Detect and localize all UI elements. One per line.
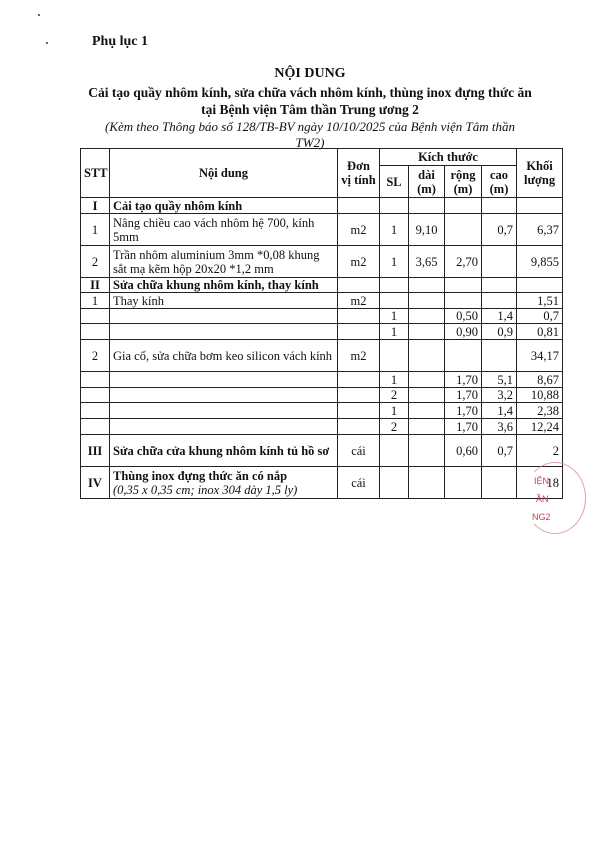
- row-height: 3,6: [482, 419, 517, 435]
- red-seal-stamp: [520, 462, 598, 540]
- row-content: Thay kính: [110, 293, 338, 309]
- row-height: 0,9: [482, 324, 517, 340]
- header-size: Kích thước: [380, 149, 517, 166]
- row-stt: II: [81, 278, 110, 293]
- row-length: [409, 198, 445, 214]
- row-height: 1,4: [482, 309, 517, 324]
- header-qty: SL: [380, 166, 409, 198]
- row-content-main: Thùng inox đựng thức ăn có nắp: [113, 468, 288, 483]
- row-length: [409, 309, 445, 324]
- row-length: [409, 293, 445, 309]
- row-height: [482, 278, 517, 293]
- row-qty: 1: [380, 214, 409, 246]
- row-height: [482, 293, 517, 309]
- row-unit: m2: [338, 340, 380, 372]
- row-volume: 9,855: [517, 246, 563, 278]
- row-stt: I: [81, 198, 110, 214]
- row-qty: [380, 435, 409, 467]
- row-unit: [338, 419, 380, 435]
- row-width: 1,70: [445, 372, 482, 388]
- appendix-label: Phụ lục 1: [92, 34, 149, 49]
- row-unit: cái: [338, 435, 380, 467]
- row-width: [445, 278, 482, 293]
- row-length: [409, 324, 445, 340]
- table-row: [81, 435, 563, 467]
- scan-speck: [38, 14, 40, 16]
- row-unit: [338, 388, 380, 403]
- header-width: rộng (m): [445, 166, 482, 198]
- row-length: [409, 403, 445, 419]
- row-length: [409, 278, 445, 293]
- row-volume: 8,67: [517, 372, 563, 388]
- scan-speck: [46, 42, 48, 44]
- row-width: 1,70: [445, 419, 482, 435]
- row-unit: [338, 403, 380, 419]
- row-stt: 1: [81, 293, 110, 309]
- row-stt: [81, 419, 110, 435]
- row-width: [445, 340, 482, 372]
- header-length: dài (m): [409, 166, 445, 198]
- row-volume: 2,38: [517, 403, 563, 419]
- table-row: [81, 419, 563, 435]
- row-stt: [81, 372, 110, 388]
- row-qty: 2: [380, 388, 409, 403]
- row-unit: [338, 278, 380, 293]
- seal-ring: [524, 462, 586, 534]
- table-body: [81, 198, 563, 499]
- table-row: [81, 372, 563, 388]
- note-line-1: (Kèm theo Thông báo số 128/TB-BV ngày 10/10/2025 của Bệnh viện Tâm thần: [105, 119, 515, 134]
- row-unit: m2: [338, 214, 380, 246]
- row-volume: 2: [517, 435, 563, 467]
- row-qty: 1: [380, 324, 409, 340]
- page-title: NỘI DUNG: [274, 66, 346, 81]
- row-qty: 1: [380, 403, 409, 419]
- row-unit: m2: [338, 246, 380, 278]
- row-qty: 1: [380, 372, 409, 388]
- row-stt: 2: [81, 246, 110, 278]
- seal-text-1: IỆN: [534, 476, 550, 486]
- row-content: Trần nhôm aluminium 3mm *0,08 khung sắt mạ kẽm hộp 20x20 *1,2 mm: [110, 246, 338, 278]
- row-length: [409, 435, 445, 467]
- row-content: Nâng chiều cao vách nhôm hệ 700, kính 5mm: [110, 214, 338, 246]
- row-content: [110, 419, 338, 435]
- row-stt: [81, 324, 110, 340]
- header-height: cao (m): [482, 166, 517, 198]
- row-volume: 12,24: [517, 419, 563, 435]
- row-content: [110, 372, 338, 388]
- reference-note: [60, 119, 560, 151]
- seal-text-2: ẦN: [536, 494, 549, 504]
- header-volume: Khối lượng: [517, 149, 563, 198]
- row-width: 1,70: [445, 403, 482, 419]
- row-stt: 2: [81, 340, 110, 372]
- table-row: [81, 388, 563, 403]
- row-volume: 34,17: [517, 340, 563, 372]
- table-row: [81, 278, 563, 293]
- row-height: 0,7: [482, 435, 517, 467]
- table-row: [81, 324, 563, 340]
- row-height: 5,1: [482, 372, 517, 388]
- row-unit: [338, 324, 380, 340]
- row-qty: [380, 198, 409, 214]
- row-content: Gia cố, sửa chữa bơm keo silicon vách kính: [110, 340, 338, 372]
- row-unit: [338, 309, 380, 324]
- table-row: [81, 293, 563, 309]
- row-height: [482, 246, 517, 278]
- row-height: [482, 340, 517, 372]
- row-length: [409, 419, 445, 435]
- table-row: [81, 403, 563, 419]
- row-content: Sửa chữa khung nhôm kính, thay kính: [110, 278, 338, 293]
- row-volume: 0,81: [517, 324, 563, 340]
- header-unit: Đơn vị tính: [338, 149, 380, 198]
- row-stt: [81, 388, 110, 403]
- row-height: [482, 198, 517, 214]
- row-volume: 0,7: [517, 309, 563, 324]
- row-stt: [81, 403, 110, 419]
- row-height: 3,2: [482, 388, 517, 403]
- row-content: Sửa chữa cửa khung nhôm kính tủ hồ sơ: [110, 435, 338, 467]
- row-length: [409, 372, 445, 388]
- row-height: [482, 467, 517, 499]
- table-row: [81, 309, 563, 324]
- row-stt: [81, 309, 110, 324]
- row-width: [445, 198, 482, 214]
- row-qty: [380, 293, 409, 309]
- table-row: [81, 340, 563, 372]
- row-height: 1,4: [482, 403, 517, 419]
- row-stt: 1: [81, 214, 110, 246]
- row-width: 0,90: [445, 324, 482, 340]
- row-width: 2,70: [445, 246, 482, 278]
- row-content: [110, 309, 338, 324]
- row-content-detail: (0,35 x 0,35 cm; inox 304 dày 1,5 ly): [113, 482, 298, 497]
- header-stt: STT: [81, 149, 110, 198]
- table-row: [81, 246, 563, 278]
- row-width: 0,50: [445, 309, 482, 324]
- row-unit: [338, 198, 380, 214]
- header-content: Nội dung: [110, 149, 338, 198]
- row-content: [110, 324, 338, 340]
- row-width: [445, 214, 482, 246]
- row-volume: 6,37: [517, 214, 563, 246]
- row-stt: IV: [81, 467, 110, 499]
- subtitle-line-2: tại Bệnh viện Tâm thần Trung ương 2: [201, 102, 419, 117]
- row-qty: 2: [380, 419, 409, 435]
- row-content: [110, 467, 338, 499]
- row-width: [445, 293, 482, 309]
- row-content: [110, 388, 338, 403]
- subtitle-line-1: Cải tạo quầy nhôm kính, sửa chữa vách nhôm kính, thùng inox đựng thức ăn: [88, 85, 532, 100]
- row-qty: [380, 340, 409, 372]
- seal-text-3: NG2: [532, 512, 551, 522]
- table-row: [81, 198, 563, 214]
- row-unit: [338, 372, 380, 388]
- row-qty: 1: [380, 246, 409, 278]
- row-unit: m2: [338, 293, 380, 309]
- content-table: [80, 148, 563, 499]
- row-width: 1,70: [445, 388, 482, 403]
- table-row: [81, 214, 563, 246]
- row-length: [409, 388, 445, 403]
- row-volume: 18: [517, 467, 563, 499]
- row-length: [409, 467, 445, 499]
- row-unit: cái: [338, 467, 380, 499]
- row-qty: [380, 467, 409, 499]
- row-height: 0,7: [482, 214, 517, 246]
- row-length: 3,65: [409, 246, 445, 278]
- row-volume: [517, 198, 563, 214]
- row-stt: III: [81, 435, 110, 467]
- row-volume: [517, 278, 563, 293]
- row-qty: [380, 278, 409, 293]
- row-length: 9,10: [409, 214, 445, 246]
- row-width: 0,60: [445, 435, 482, 467]
- row-qty: 1: [380, 309, 409, 324]
- row-content: [110, 403, 338, 419]
- table-row: [81, 467, 563, 499]
- row-content: Cải tạo quầy nhôm kính: [110, 198, 338, 214]
- page-subtitle: [60, 84, 560, 118]
- row-volume: 1,51: [517, 293, 563, 309]
- note-line-2: TW2): [295, 135, 325, 150]
- row-length: [409, 340, 445, 372]
- row-width: [445, 467, 482, 499]
- row-volume: 10,88: [517, 388, 563, 403]
